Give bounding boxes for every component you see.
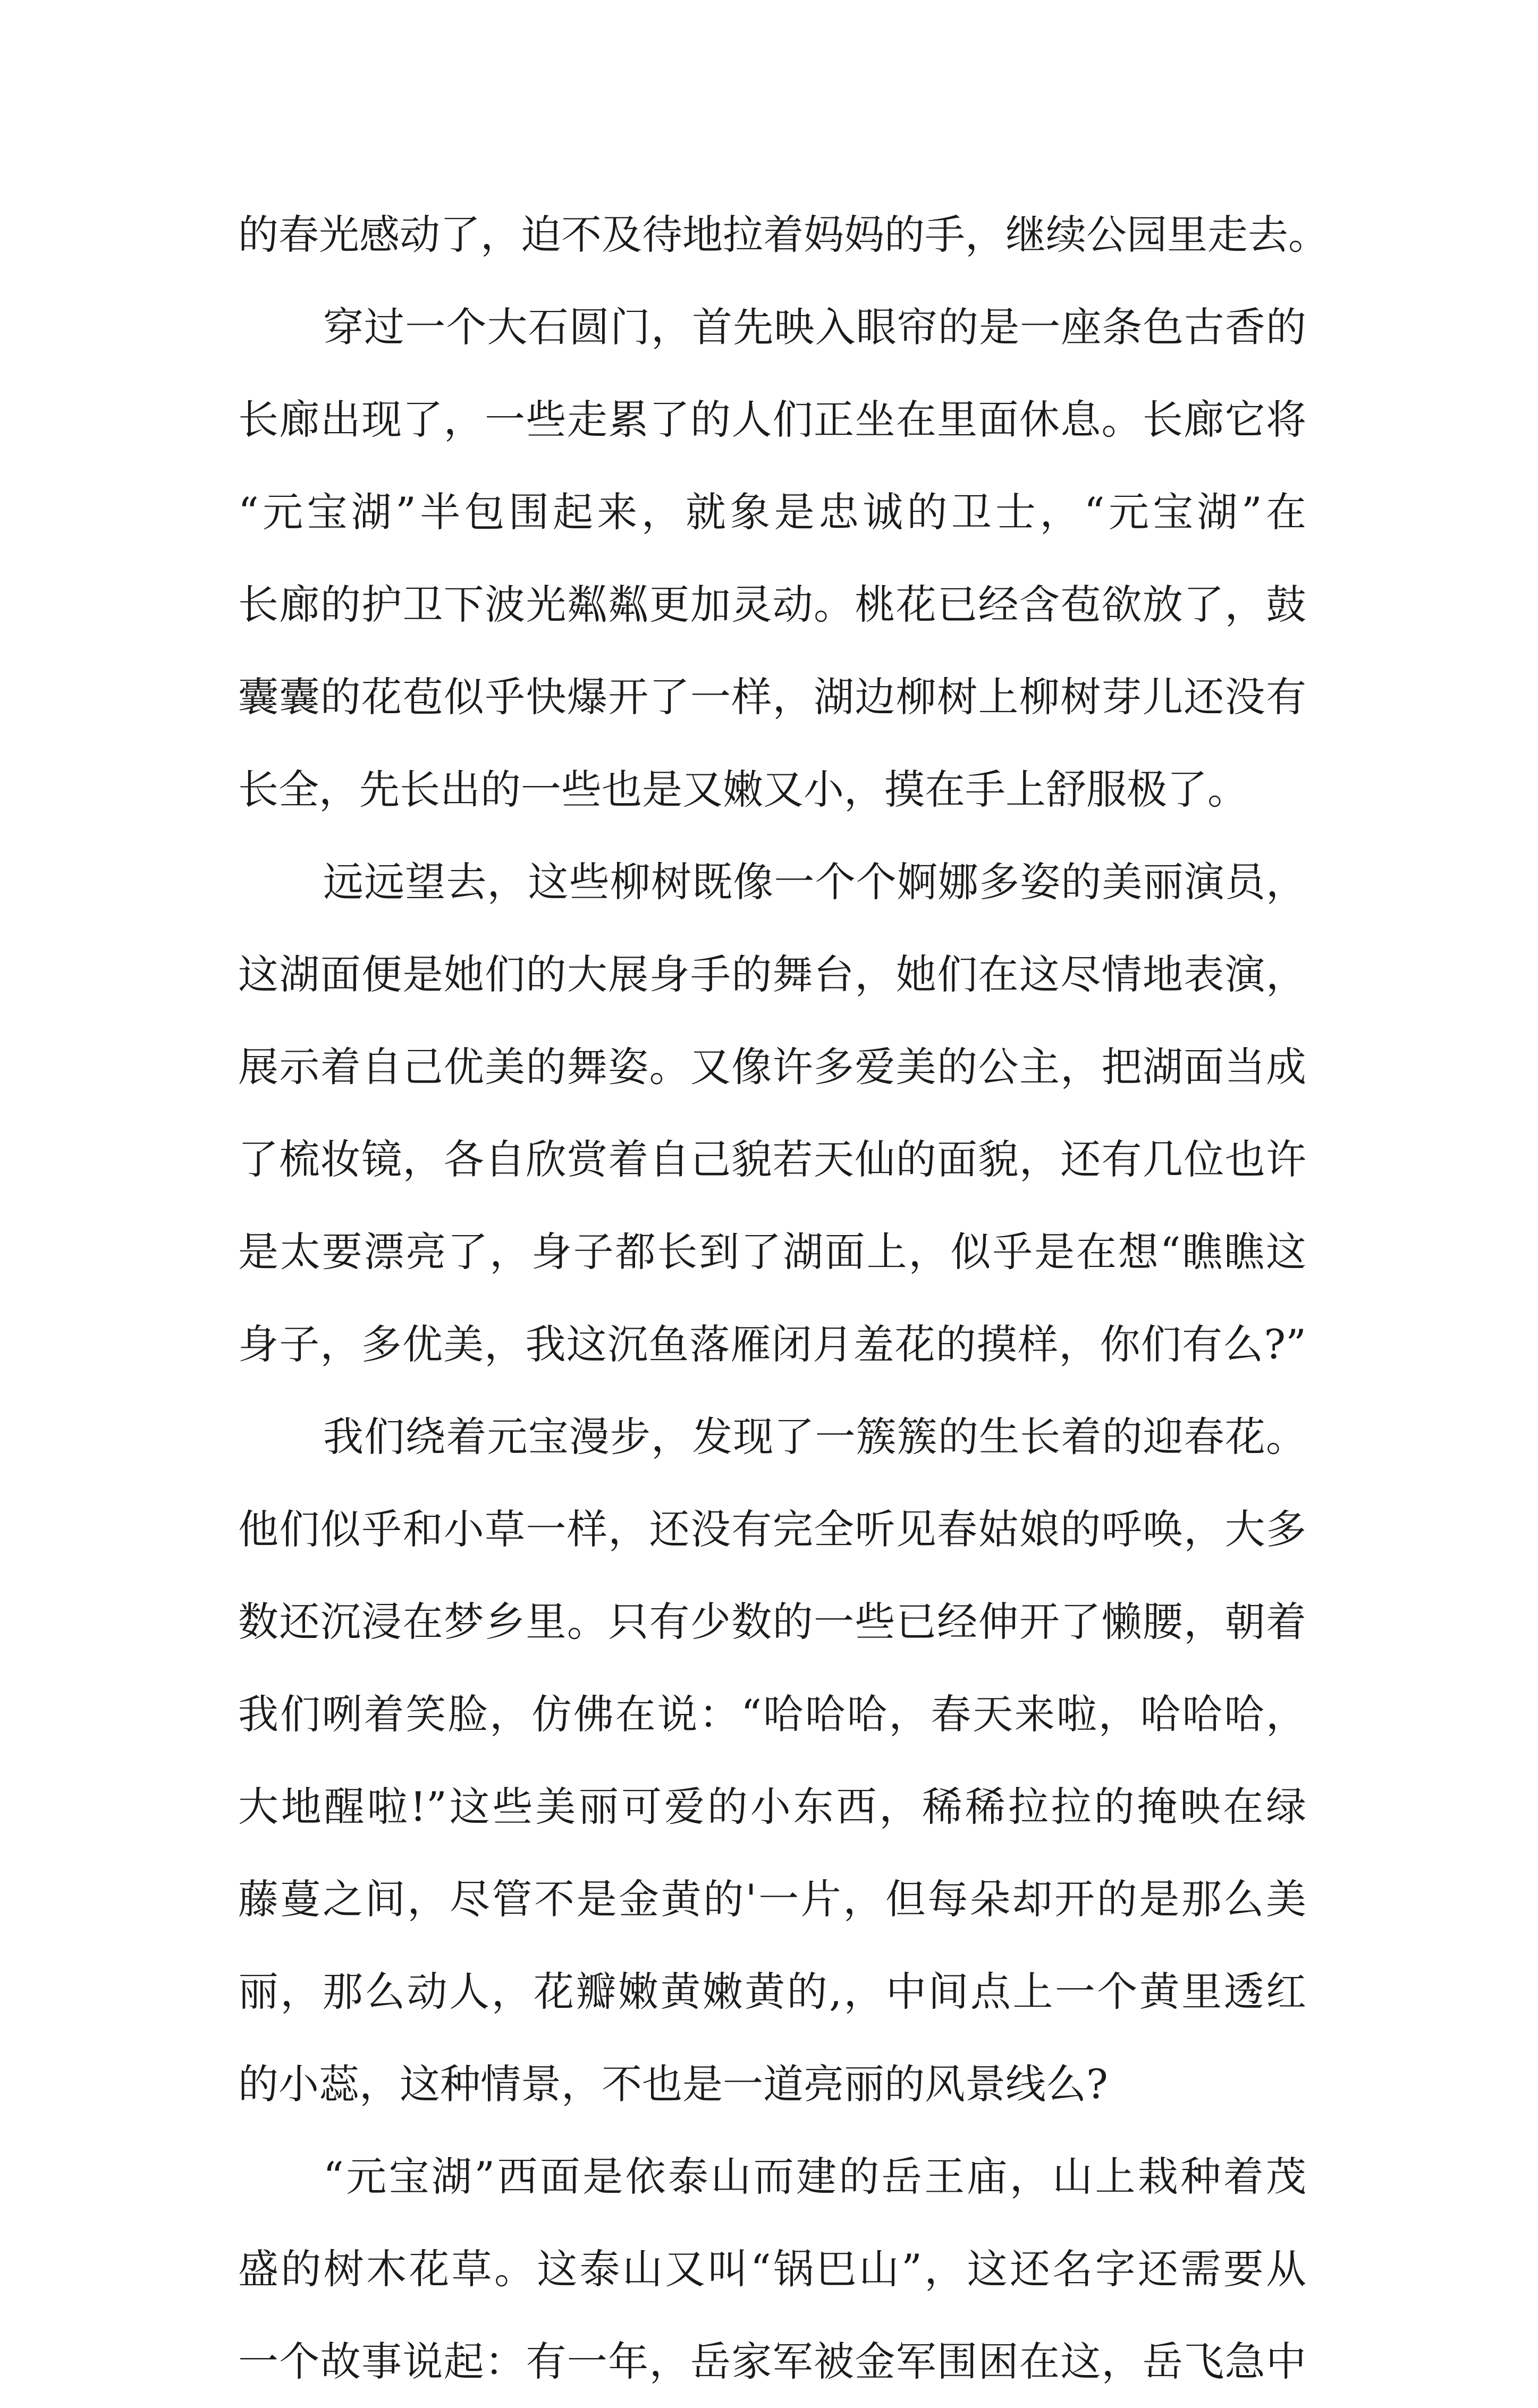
text-line: 丽，那么动人，花瓣嫩黄嫩黄的,，中间点上一个黄里透红 — [238, 1968, 1306, 2015]
text-line: 他们似乎和小草一样，还没有完全听见春姑娘的呼唤，大多 — [238, 1506, 1306, 1553]
text-line: 的小蕊，这种情景，不也是一道亮丽的风景线么? — [238, 2060, 1108, 2108]
text-line: 远远望去，这些柳树既像一个个婀娜多姿的美丽演员， — [323, 858, 1306, 906]
text-line: 了梳妆镜，各自欣赏着自己貌若天仙的面貌，还有几位也许 — [238, 1136, 1306, 1183]
text-line: 我们咧着笑脸，仿佛在说：“哈哈哈，春天来啦，哈哈哈， — [238, 1691, 1306, 1738]
text-line: 身子，多优美，我这沉鱼落雁闭月羞花的摸样，你们有么?” — [238, 1321, 1306, 1368]
text-line: “元宝湖”西面是依泰山而建的岳王庙，山上栽种着茂 — [323, 2153, 1306, 2200]
text-line: 盛的树木花草。这泰山又叫“锅巴山”，这还名字还需要从 — [238, 2245, 1306, 2293]
text-line: 这湖面便是她们的大展身手的舞台，她们在这尽情地表演， — [238, 951, 1306, 998]
text-line: 长廊的护卫下波光粼粼更加灵动。桃花已经含苞欲放了，鼓 — [238, 581, 1306, 628]
text-line: 数还沉浸在梦乡里。只有少数的一些已经伸开了懒腰，朝着 — [238, 1598, 1306, 1645]
text-line: 一个故事说起：有一年，岳家军被金军围困在这，岳飞急中 — [238, 2338, 1306, 2385]
text-line: “元宝湖”半包围起来，就象是忠诚的卫士，“元宝湖”在 — [238, 488, 1306, 536]
text-line: 的春光感动了，迫不及待地拉着妈妈的手，继续公园里走去。 — [238, 211, 1329, 258]
body-text — [238, 189, 1329, 2408]
text-line: 长廊出现了，一些走累了的人们正坐在里面休息。长廊它将 — [238, 396, 1306, 443]
text-line: 囊囊的花苞似乎快爆开了一样，湖边柳树上柳树芽儿还没有 — [238, 673, 1306, 721]
text-line: 长全，先长出的一些也是又嫩又小，摸在手上舒服极了。 — [238, 766, 1248, 813]
text-line: 我们绕着元宝漫步，发现了一簇簇的生长着的迎春花。 — [323, 1413, 1306, 1460]
text-line: 是太要漂亮了，身子都长到了湖面上，似乎是在想“瞧瞧这 — [238, 1228, 1306, 1275]
text-line: 大地醒啦!”这些美丽可爱的小东西，稀稀拉拉的掩映在绿 — [238, 1783, 1306, 1830]
text-line: 藤蔓之间，尽管不是金黄的'一片，但每朵却开的是那么美 — [238, 1875, 1306, 1923]
text-line: 展示着自己优美的舞姿。又像许多爱美的公主，把湖面当成 — [238, 1043, 1306, 1091]
text-line: 穿过一个大石圆门，首先映入眼帘的是一座条色古香的 — [323, 303, 1306, 351]
